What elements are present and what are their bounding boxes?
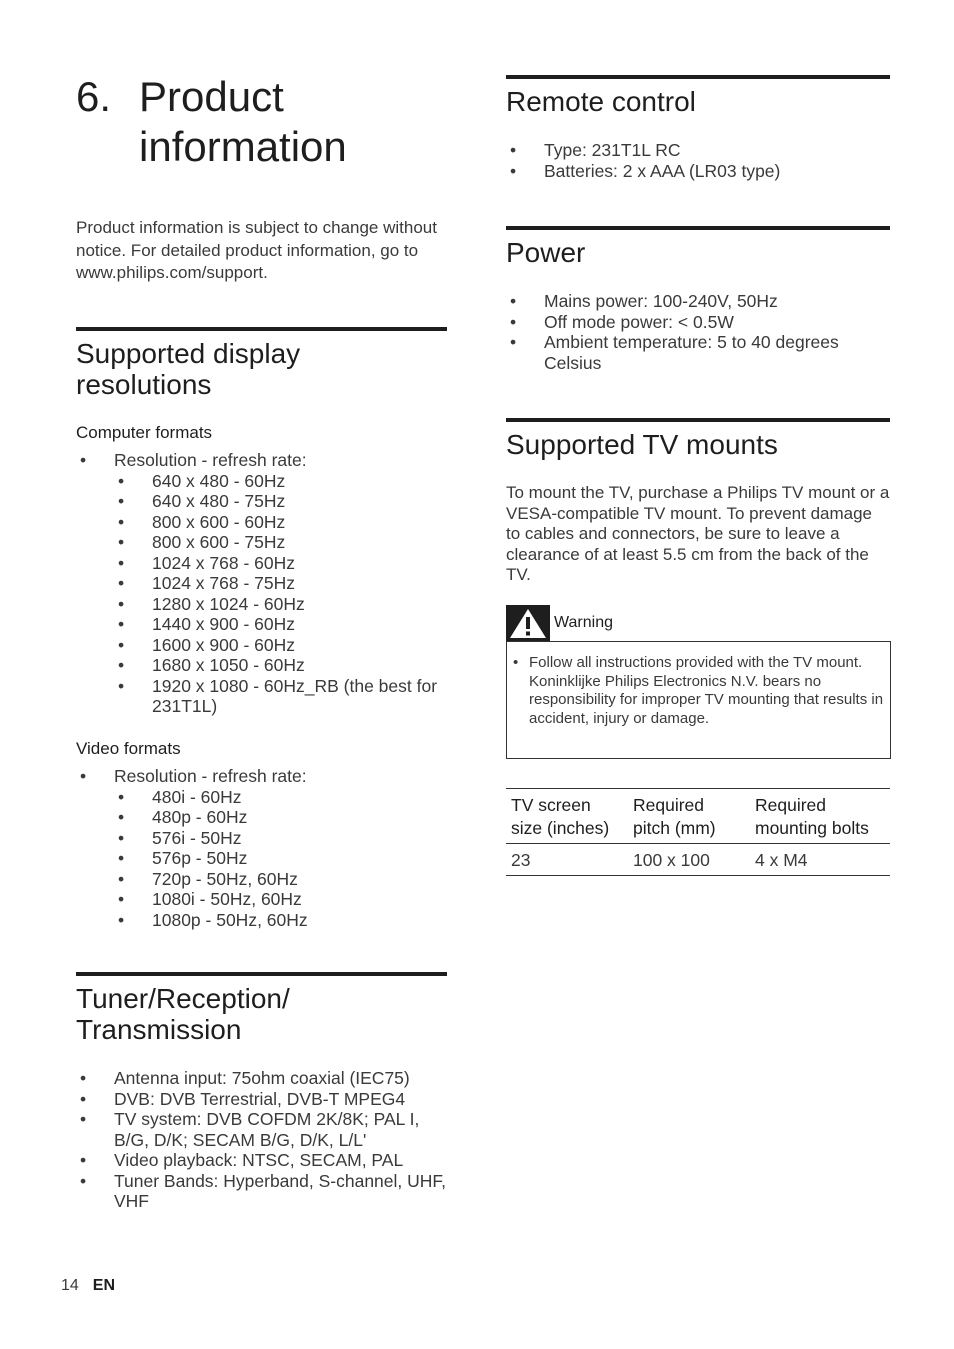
list-item: • 480i - 60Hz: [114, 787, 447, 808]
table-header-cell: Required mounting bolts: [750, 789, 890, 844]
list-item: • 1280 x 1024 - 60Hz: [114, 594, 447, 615]
computer-resolutions-sublist: [114, 471, 447, 717]
list-item: • 640 x 480 - 75Hz: [114, 491, 447, 512]
list-item: • 576i - 50Hz: [114, 828, 447, 849]
list-item: • 1024 x 768 - 75Hz: [114, 573, 447, 594]
warning-box: [506, 641, 891, 759]
remote-title: Remote control: [506, 86, 696, 117]
language-code: EN: [92, 1277, 116, 1294]
table-cell: 23: [506, 844, 628, 876]
section-rule: [506, 418, 890, 422]
table-cell: 4 x M4: [750, 844, 890, 876]
intro-paragraph: Product information is subject to change without notice. For detailed product information, go to www.philips.com/support.: [76, 218, 437, 282]
warning-icon: [506, 605, 550, 641]
table-row: [506, 844, 890, 876]
tuner-title: Tuner/Reception/ Transmission: [76, 983, 290, 1045]
list-item: • Type: 231T1L RC: [506, 140, 890, 161]
tuner-list: [76, 1068, 447, 1212]
chapter-title: Product information: [139, 73, 347, 170]
power-title: Power: [506, 237, 586, 268]
warning-text: • Follow all instructions provided with the TV mount. Koninklijke Philips Electronics N.V. bears no responsibility for improper TV mounting that results in accident, injury or damage.: [507, 654, 889, 728]
list-item: • 480p - 60Hz: [114, 807, 447, 828]
list-item: • TV system: DVB COFDM 2K/8K; PAL I, B/G, D/K; SECAM B/G, D/K, L/L': [76, 1109, 447, 1150]
list-item: • DVB: DVB Terrestrial, DVB-T MPEG4: [76, 1089, 447, 1110]
list-item: • 1680 x 1050 - 60Hz: [114, 655, 447, 676]
list-item: • Antenna input: 75ohm coaxial (IEC75): [76, 1068, 447, 1089]
page-number: 14: [61, 1277, 79, 1294]
list-item: • 800 x 600 - 60Hz: [114, 512, 447, 533]
mounts-table: [506, 788, 890, 876]
video-formats-list: [76, 766, 447, 930]
list-item: • 1440 x 900 - 60Hz: [114, 614, 447, 635]
page-footer: [61, 1277, 115, 1295]
list-item: • 576p - 50Hz: [114, 848, 447, 869]
computer-formats-list: [76, 450, 447, 717]
list-item: • 1080i - 50Hz, 60Hz: [114, 889, 447, 910]
table-cell: 100 x 100: [628, 844, 750, 876]
power-list: [506, 291, 890, 373]
section-rule: [76, 972, 447, 976]
list-item: [76, 450, 447, 717]
table-header-row: [506, 789, 890, 844]
list-item: • Ambient temperature: 5 to 40 degrees Celsius: [506, 332, 890, 373]
list-item: • 640 x 480 - 60Hz: [114, 471, 447, 492]
list-item: • 800 x 600 - 75Hz: [114, 532, 447, 553]
mounts-paragraph: To mount the TV, purchase a Philips TV mount or a VESA-compatible TV mount. To prevent damage to cables and connectors, be sure to leave a clearance of at least 5.5 cm from the back of the TV.: [506, 483, 890, 584]
computer-formats-lead: Resolution - refresh rate:: [114, 450, 307, 470]
list-item: • Batteries: 2 x AAA (LR03 type): [506, 161, 890, 182]
remote-list: [506, 140, 890, 181]
video-formats-heading: Video formats: [76, 739, 181, 758]
section-rule: [506, 226, 890, 230]
list-item: • Off mode power: < 0.5W: [506, 312, 890, 333]
computer-formats-heading: Computer formats: [76, 423, 213, 442]
list-item: • Video playback: NTSC, SECAM, PAL: [76, 1150, 447, 1171]
video-formats-lead: Resolution - refresh rate:: [114, 766, 307, 786]
list-item: • 1920 x 1080 - 60Hz_RB (the best for 231T1L): [114, 676, 447, 717]
list-item: [76, 766, 447, 930]
table-header-cell: TV screen size (inches): [506, 789, 628, 844]
list-item: • 720p - 50Hz, 60Hz: [114, 869, 447, 890]
chapter-number: 6.: [76, 73, 112, 120]
mounts-title: Supported TV mounts: [506, 429, 778, 460]
section-rule: [76, 327, 447, 331]
video-resolutions-sublist: [114, 787, 447, 931]
list-item: • 1080p - 50Hz, 60Hz: [114, 910, 447, 931]
warning-header: [506, 605, 891, 641]
display-resolutions-title: Supported display resolutions: [76, 338, 301, 400]
table-header-cell: Required pitch (mm): [628, 789, 750, 844]
list-item: • Mains power: 100-240V, 50Hz: [506, 291, 890, 312]
list-item: • 1024 x 768 - 60Hz: [114, 553, 447, 574]
list-item: • 1600 x 900 - 60Hz: [114, 635, 447, 656]
warning-label: Warning: [554, 614, 613, 631]
list-item: • Tuner Bands: Hyperband, S-channel, UHF, VHF: [76, 1171, 447, 1212]
section-rule: [506, 75, 890, 79]
